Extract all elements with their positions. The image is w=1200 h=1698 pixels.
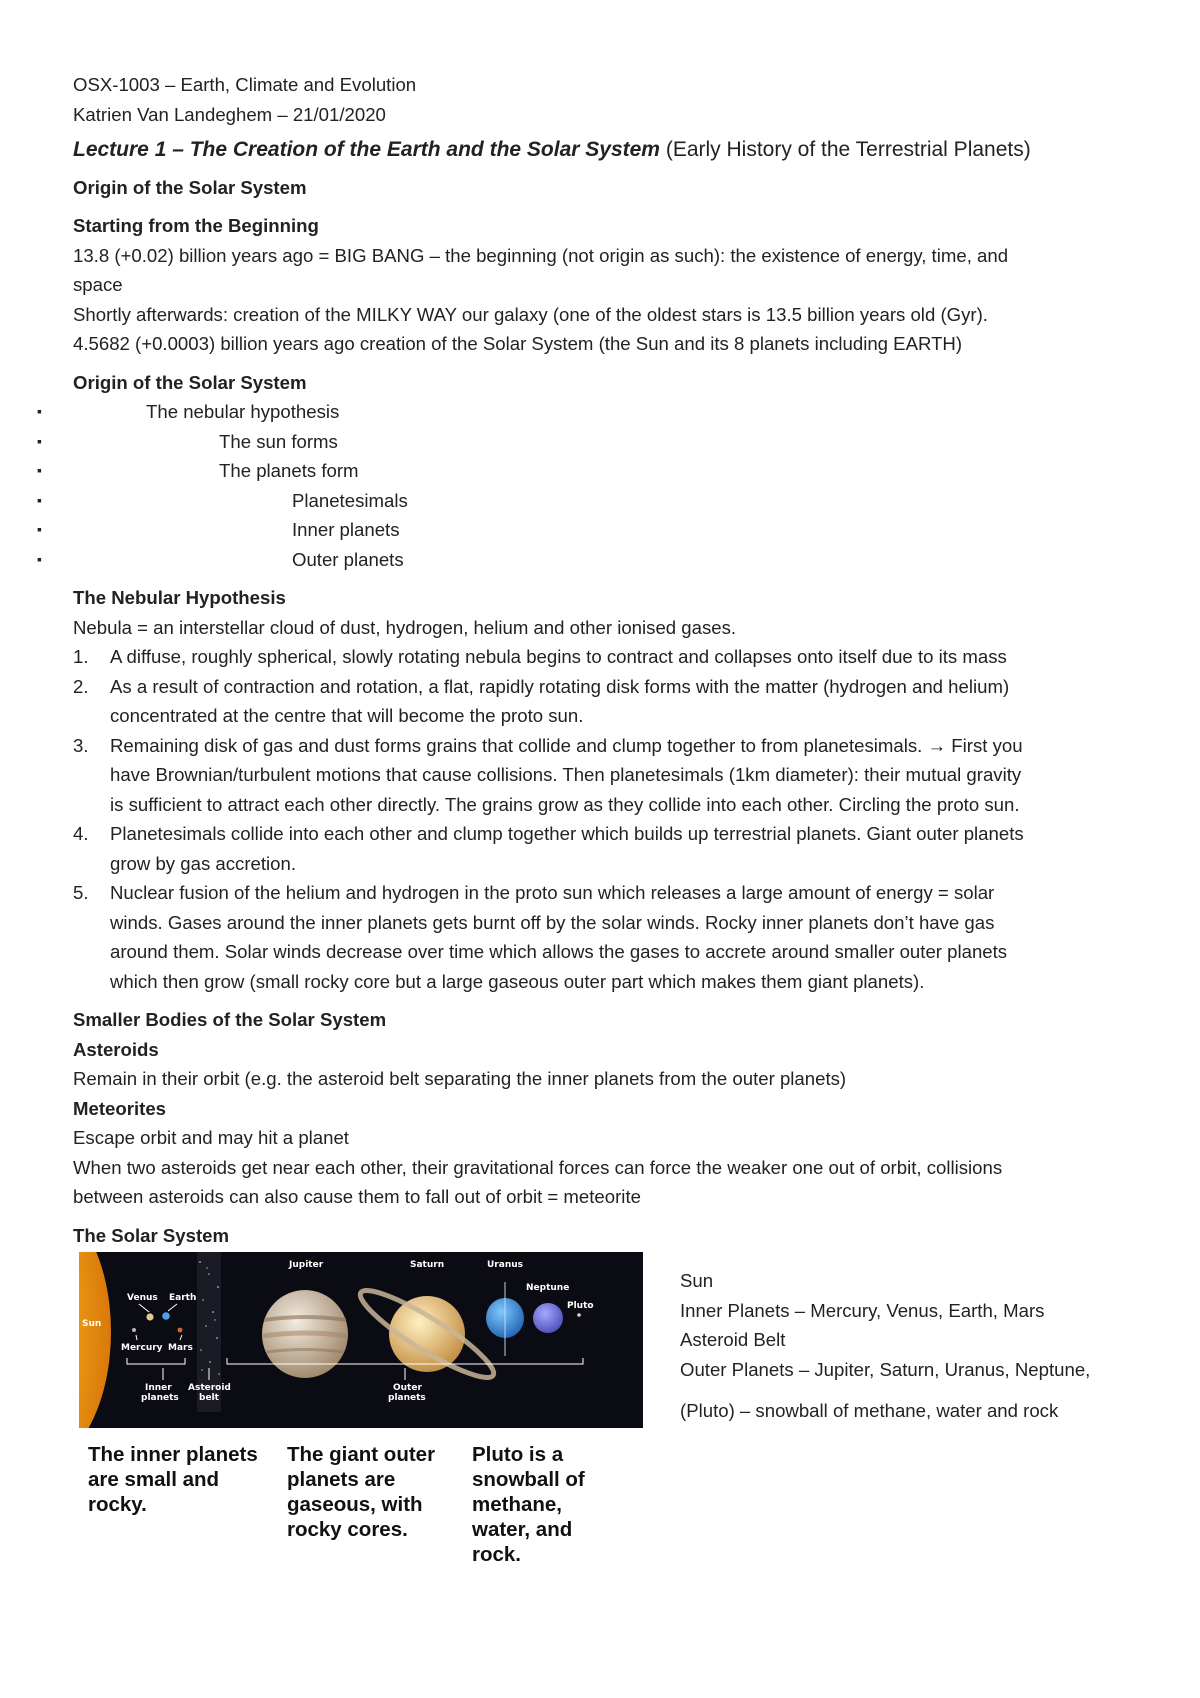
note-line: (Pluto) – snowball of methane, water and rock: [680, 1400, 1059, 1421]
meteorites-heading: Meteorites: [73, 1097, 166, 1119]
label-inner-planets: planets: [141, 1393, 179, 1403]
outline-item: ▪ Planetesimals: [73, 486, 1133, 516]
label-outer-planets: planets: [388, 1393, 426, 1403]
asteroids-heading: Asteroids: [73, 1038, 159, 1060]
nebular-step: [73, 731, 1133, 820]
earth-shape: [162, 1312, 170, 1320]
step-line: concentrated at the centre that will become the proto sun.: [110, 705, 584, 726]
meteorites-line: between asteroids can also cause them to fall out of orbit = meteorite: [73, 1186, 641, 1207]
author-date: Katrien Van Landeghem – 21/01/2020: [73, 103, 386, 125]
asteroids-text: Remain in their orbit (e.g. the asteroid belt separating the inner planets from the outer planets): [73, 1068, 847, 1089]
mercury-shape: [132, 1328, 136, 1332]
nebular-step: [73, 819, 1133, 878]
outline-item: ▪ Outer planets: [73, 545, 1133, 575]
step-line: have Brownian/turbulent motions that cause collisions. Then planetesimals (1km diameter): their mutual gravity: [110, 764, 1022, 785]
nebular-step: [73, 672, 1133, 731]
solar-system-section: [73, 1252, 1133, 1582]
nebular-steps: [73, 642, 1133, 996]
beginning-line: 13.8 (+0.02) billion years ago = BIG BANG – the beginning (not origin as such): the existence of energy, time, and: [73, 244, 1009, 266]
outline-item: ▪ Inner planets: [73, 515, 1133, 545]
smaller-bodies-heading: Smaller Bodies of the Solar System: [73, 1009, 387, 1030]
note-line: Sun: [680, 1270, 714, 1291]
label-mercury: Mercury: [121, 1343, 163, 1353]
beginning-line: space: [73, 274, 123, 295]
step-line: winds. Gases around the inner planets gets burnt off by the solar winds. Rocky inner planets don’t have gas: [110, 911, 995, 933]
caption-pluto: Pluto is a snowball of methane, water, and rock.: [472, 1443, 585, 1566]
outline-item: ▪ The nebular hypothesis: [73, 397, 1133, 427]
outline-item: ▪ The sun forms: [73, 427, 1133, 457]
outline-item: ▪ The planets form: [73, 456, 1133, 486]
beginning-heading: Starting from the Beginning: [73, 215, 319, 236]
solar-system-heading: The Solar System: [73, 1224, 230, 1246]
step-line: around them. Solar winds decrease over time which allows the gases to accrete around smaller outer planets: [110, 941, 1008, 962]
label-venus: Venus: [127, 1293, 158, 1303]
course-title: OSX-1003 – Earth, Climate and Evolution: [73, 74, 417, 95]
lecture-subtitle: (Early History of the Terrestrial Planets): [665, 138, 1031, 161]
label-outer-planets: Outer: [393, 1383, 422, 1393]
nebular-heading: The Nebular Hypothesis: [73, 587, 286, 608]
label-uranus: Uranus: [487, 1260, 523, 1270]
nebular-definition: Nebula = an interstellar cloud of dust, hydrogen, helium and other ionised gases.: [73, 616, 737, 638]
label-asteroid-belt: Asteroid: [188, 1383, 231, 1393]
step-line: grow by gas accretion.: [110, 852, 297, 874]
step-line: As a result of contraction and rotation, a flat, rapidly rotating disk forms with the matter (hydrogen and helium): [110, 675, 1010, 697]
label-earth: Earth: [169, 1293, 197, 1303]
outline-list: [73, 397, 1133, 574]
step-line: Remaining disk of gas and dust forms grains that collide and clump together to from planetesimals. → First you: [110, 734, 1023, 756]
label-pluto: Pluto: [567, 1301, 594, 1311]
label-mars: Mars: [168, 1343, 193, 1353]
meteorites-line: When two asteroids get near each other, their gravitational forces can force the weaker one out of orbit, collisions: [73, 1156, 1003, 1178]
step-line: which then grow (small rocky core but a large gaseous outer part which makes them giant planets).: [110, 970, 925, 992]
nebular-step: [73, 878, 1133, 996]
mars-shape: [178, 1328, 183, 1333]
step-line: is sufficient to attract each other directly. The grains grow as they collide into each other. Circling the proto sun.: [110, 793, 1020, 815]
label-neptune: Neptune: [526, 1283, 570, 1293]
step-number: 4.: [73, 823, 89, 844]
caption-inner-planets: The inner planets are small and rocky.: [88, 1443, 258, 1516]
lecture-title: Lecture 1 – The Creation of the Earth and the Solar System: [73, 138, 660, 161]
label-saturn: Saturn: [410, 1260, 445, 1270]
neptune-shape: [533, 1303, 563, 1333]
label-inner-planets: Inner: [145, 1383, 172, 1393]
venus-shape: [146, 1313, 153, 1320]
caption-outer-planets: The giant outer planets are gaseous, with rocky cores.: [287, 1443, 436, 1541]
step-number: 2.: [73, 675, 89, 697]
nebular-step: [73, 642, 1133, 672]
solar-system-diagram: [79, 1252, 643, 1428]
note-line: Outer Planets – Jupiter, Saturn, Uranus, Neptune,: [680, 1358, 1091, 1380]
document-page: [73, 70, 1133, 1582]
label-asteroid-belt: belt: [199, 1393, 219, 1403]
note-line: Inner Planets – Mercury, Venus, Earth, Mars: [680, 1299, 1045, 1321]
label-jupiter: Jupiter: [289, 1260, 324, 1270]
step-number: 1.: [73, 646, 89, 667]
lecture-heading: [73, 135, 1133, 165]
label-sun: Sun: [82, 1319, 102, 1329]
step-line: Nuclear fusion of the helium and hydrogen in the proto sun which releases a large amount of energy = solar: [110, 882, 995, 903]
step-number: 5.: [73, 882, 89, 903]
beginning-line: Shortly afterwards: creation of the MILKY WAY our galaxy (one of the oldest stars is 13.5 billion years old (Gyr).: [73, 303, 988, 325]
section-heading-origin: Origin of the Solar System: [73, 176, 307, 198]
step-line: Planetesimals collide into each other and clump together which builds up terrestrial planets. Giant outer planets: [110, 823, 1024, 844]
solar-system-figure: [79, 1252, 643, 1428]
meteorites-line: Escape orbit and may hit a planet: [73, 1127, 349, 1148]
note-line: Asteroid Belt: [680, 1329, 786, 1350]
outline-heading: Origin of the Solar System: [73, 371, 307, 393]
solar-system-notes: [680, 1266, 1150, 1426]
beginning-line: 4.5682 (+0.0003) billion years ago creation of the Solar System (the Sun and its 8 planets including EARTH): [73, 333, 963, 354]
step-number: 3.: [73, 734, 89, 756]
step-line: A diffuse, roughly spherical, slowly rotating nebula begins to contract and collapses onto itself due to its mass: [110, 646, 1007, 667]
pluto-shape: [577, 1313, 581, 1317]
